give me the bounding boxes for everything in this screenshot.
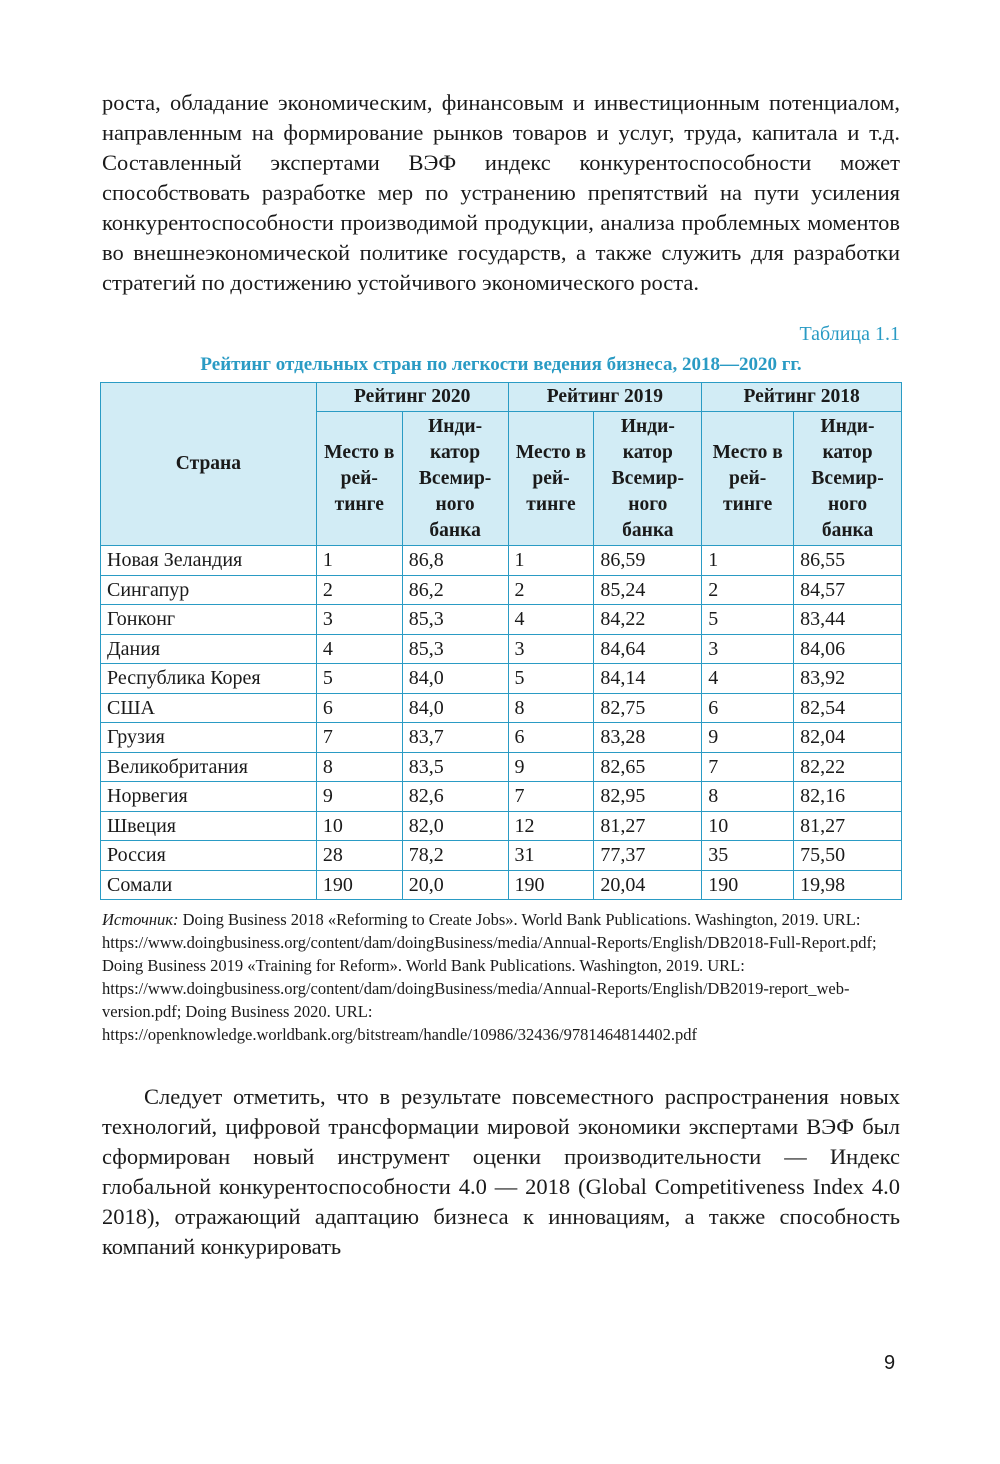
table-title: Рейтинг отдельных стран по легкости ведения бизнеса, 2018—2020 гг. [200,354,802,375]
value-cell: 12 [508,811,594,841]
value-cell: 35 [702,841,794,871]
country-cell: Сингапур [101,575,317,605]
value-cell: 5 [508,664,594,694]
value-cell: 81,27 [794,811,902,841]
value-cell: 82,04 [794,723,902,753]
value-cell: 2 [316,575,402,605]
country-cell: Норвегия [101,782,317,812]
page-content [102,88,900,1262]
country-cell: Великобритания [101,752,317,782]
source-label: Источник: [102,910,179,929]
value-cell: 19,98 [794,870,902,900]
header-place-text: Место в рей-тинге [515,441,587,515]
value-cell: 28 [316,841,402,871]
value-cell: 83,5 [402,752,508,782]
value-cell: 6 [316,693,402,723]
intro-paragraph: роста, обладание экономическим, финансовым и инвестиционным потенциалом, направленным на формирование рынков товаров и услуг, труда, капитала и т.д. Составленный экспертами ВЭФ индекс конкурентоспособности может способствовать разработке мер по устранению препятствий на пути усиления конкурентоспособности производимой продукции, анализа проблемных моментов во внешнеэкономической политике государств, а также служить для разработки стратегий по достижению устойчивого экономического роста. [102,90,900,295]
value-cell: 6 [702,693,794,723]
value-cell: 190 [702,870,794,900]
value-cell: 2 [508,575,594,605]
value-cell: 82,0 [402,811,508,841]
value-cell: 3 [702,634,794,664]
value-cell: 77,37 [594,841,702,871]
header-place-text: Место в рей-тинге [324,441,395,515]
value-cell: 84,0 [402,693,508,723]
country-cell: Гонконг [101,605,317,635]
value-cell: 82,95 [594,782,702,812]
value-cell: 82,65 [594,752,702,782]
table-row [101,752,902,782]
country-cell: Дания [101,634,317,664]
country-cell: Новая Зеландия [101,546,317,576]
value-cell: 9 [316,782,402,812]
value-cell: 84,64 [594,634,702,664]
value-cell: 8 [316,752,402,782]
value-cell: 10 [316,811,402,841]
country-cell: Грузия [101,723,317,753]
table-row [101,841,902,871]
country-cell: Сомали [101,870,317,900]
value-cell: 1 [702,546,794,576]
value-cell: 83,44 [794,605,902,635]
value-cell: 20,0 [402,870,508,900]
header-rating-2019: Рейтинг 2019 [508,383,702,412]
value-cell: 82,22 [794,752,902,782]
value-cell: 81,27 [594,811,702,841]
header-rating-2018: Рейтинг 2018 [702,383,902,412]
value-cell: 1 [508,546,594,576]
value-cell: 84,22 [594,605,702,635]
country-cell: Республика Корея [101,664,317,694]
country-cell: Швеция [101,811,317,841]
source-text: Doing Business 2018 «Reforming to Create Jobs». World Bank Publications. Washington, 2019. URL: https://www.doingbusiness.org/content/dam/doingBusiness/media/Annual-Reports/English/DB2018-Full-Report.pdf; Doing Business 2019 «Training for Reform». World Bank Publications. Washington, 2019. URL: https://www.doingbusiness.org/content/dam/doingBusiness/media/Annual-Reports/English/DB2019-report_web-version.pdf; Doing Business 2020. URL: https://openknowledge.worldbank.org/bitstream/handle/10986/32436/9781464814402.pdf [102,910,877,1044]
value-cell: 83,28 [594,723,702,753]
value-cell: 190 [316,870,402,900]
value-cell: 7 [316,723,402,753]
value-cell: 8 [702,782,794,812]
table-row [101,693,902,723]
rating-table-body [101,546,902,900]
value-cell: 3 [316,605,402,635]
value-cell: 20,04 [594,870,702,900]
value-cell: 84,0 [402,664,508,694]
header-country: Страна [101,383,317,546]
value-cell: 86,59 [594,546,702,576]
value-cell: 85,3 [402,634,508,664]
table-source [102,908,900,1046]
value-cell: 83,92 [794,664,902,694]
header-rating-2020: Рейтинг 2020 [316,383,508,412]
header-indicator-2020 [402,412,508,546]
value-cell: 8 [508,693,594,723]
value-cell: 9 [508,752,594,782]
value-cell: 75,50 [794,841,902,871]
page-number: 9 [884,1352,896,1374]
table-row [101,546,902,576]
value-cell: 4 [702,664,794,694]
value-cell: 86,55 [794,546,902,576]
header-indicator-text: Инди-катор Всемир-ного банка [418,415,492,541]
closing-paragraph: Следует отметить, что в результате повсеместного распространения новых технологий, цифровой трансформации мировой экономики экспертами ВЭФ был сформирован новый инструмент оценки производительности — Индекс глобальной конкурентоспособности 4.0 — 2018 (Global Competitiveness Index 4.0 2018), отражающий адаптацию бизнеса к инновациям, а также способность компаний конкурировать [102,1084,900,1259]
header-indicator-2019 [594,412,702,546]
header-place-2019 [508,412,594,546]
value-cell: 4 [316,634,402,664]
header-place-2018 [702,412,794,546]
value-cell: 83,7 [402,723,508,753]
table-row [101,634,902,664]
value-cell: 3 [508,634,594,664]
table-row [101,664,902,694]
value-cell: 7 [702,752,794,782]
header-place-2020 [316,412,402,546]
value-cell: 78,2 [402,841,508,871]
value-cell: 1 [316,546,402,576]
value-cell: 7 [508,782,594,812]
value-cell: 85,3 [402,605,508,635]
value-cell: 86,8 [402,546,508,576]
value-cell: 5 [316,664,402,694]
value-cell: 82,16 [794,782,902,812]
value-cell: 86,2 [402,575,508,605]
country-cell: США [101,693,317,723]
value-cell: 2 [702,575,794,605]
header-indicator-2018 [794,412,902,546]
value-cell: 84,14 [594,664,702,694]
table-row [101,605,902,635]
rating-table [100,382,902,900]
header-place-text: Место в рей-тинге [712,441,783,515]
table-row [101,723,902,753]
value-cell: 82,75 [594,693,702,723]
value-cell: 85,24 [594,575,702,605]
country-cell: Россия [101,841,317,871]
value-cell: 9 [702,723,794,753]
value-cell: 82,54 [794,693,902,723]
value-cell: 31 [508,841,594,871]
value-cell: 4 [508,605,594,635]
value-cell: 5 [702,605,794,635]
header-indicator-text: Инди-катор Всемир-ного банка [611,415,685,541]
table-row [101,811,902,841]
value-cell: 84,57 [794,575,902,605]
value-cell: 82,6 [402,782,508,812]
table-row [101,575,902,605]
table-number: Таблица 1.1 [799,323,900,345]
table-row [101,782,902,812]
value-cell: 6 [508,723,594,753]
value-cell: 10 [702,811,794,841]
table-row [101,870,902,900]
value-cell: 190 [508,870,594,900]
value-cell: 84,06 [794,634,902,664]
header-indicator-text: Инди-катор Всемир-ного банка [811,415,884,541]
